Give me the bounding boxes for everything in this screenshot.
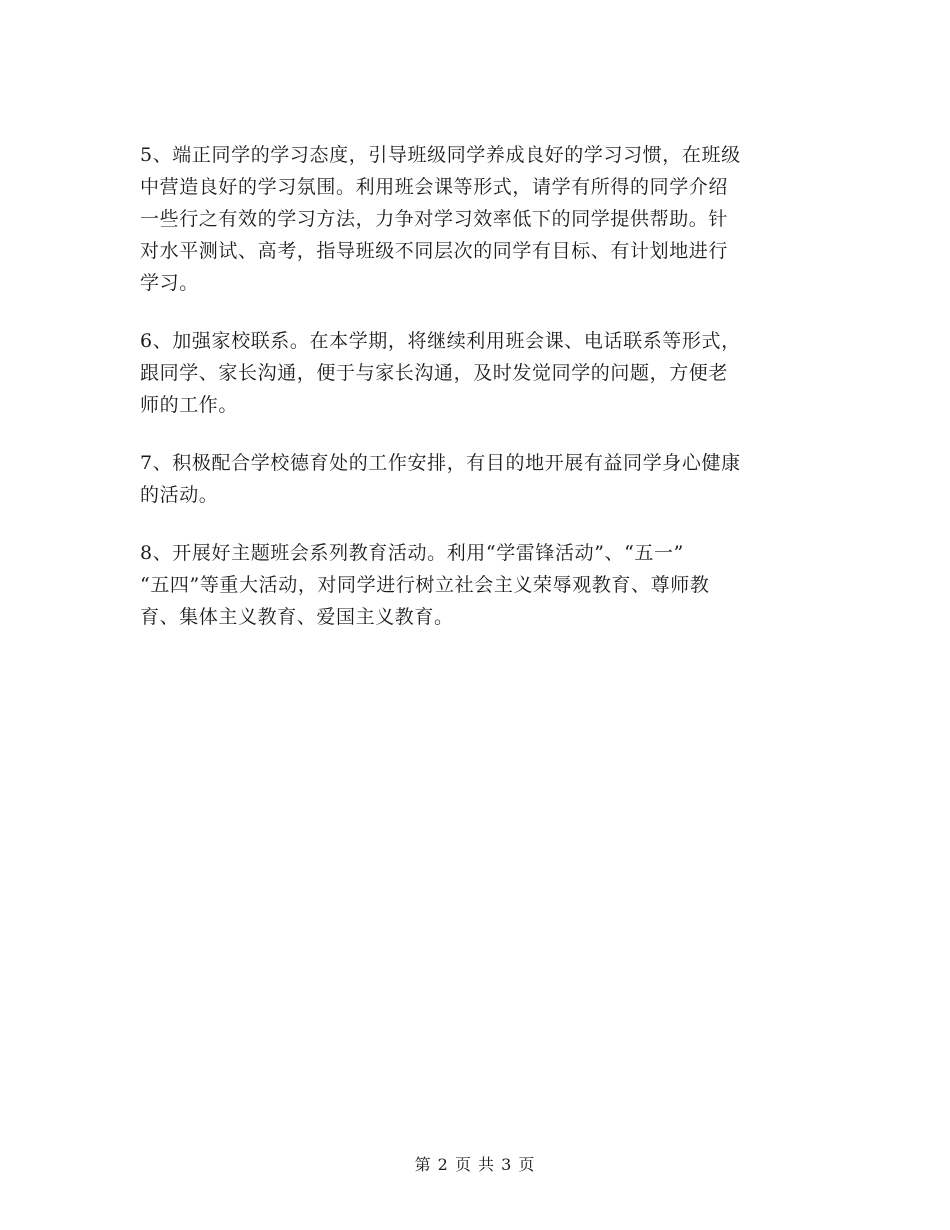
paragraph-8 — [140, 537, 810, 633]
paragraph-line: 跟同学、家长沟通，便于与家长沟通，及时发觉同学的问题，方便老 — [140, 362, 729, 384]
paragraph-line: 6、加强家校联系。在本学期，将继续利用班会课、电话联系等形式， — [140, 330, 741, 352]
paragraph-5 — [140, 139, 810, 299]
paragraph-line: 5、端正同学的学习态度，引导班级同学养成良好的学习习惯，在班级 — [140, 144, 741, 166]
paragraph-7 — [140, 447, 810, 511]
paragraph-line: 育、集体主义教育、爱国主义教育。 — [140, 606, 454, 628]
paragraph-line: 7、积极配合学校德育处的工作安排，有目的地开展有益同学身心健康 — [140, 452, 741, 474]
page-number-footer: 第 2 页 共 3 页 — [414, 1155, 536, 1174]
paragraph-line: 对水平测试、高考，指导班级不同层次的同学有目标、有计划地进行 — [140, 240, 729, 262]
document-body — [140, 139, 810, 659]
paragraph-line: 学习。 — [140, 272, 199, 294]
paragraph-line: 的活动。 — [140, 484, 219, 506]
paragraph-6 — [140, 325, 810, 421]
paragraph-line: 8、开展好主题班会系列教育活动。利用“学雷锋活动”、“五一” — [140, 542, 684, 564]
paragraph-line: “五四”等重大活动，对同学进行树立社会主义荣辱观教育、尊师教 — [140, 574, 710, 596]
paragraph-line: 一些行之有效的学习方法，力争对学习效率低下的同学提供帮助。针 — [140, 208, 729, 230]
paragraph-line: 中营造良好的学习氛围。利用班会课等形式，请学有所得的同学介绍 — [140, 176, 729, 198]
paragraph-line: 师的工作。 — [140, 394, 239, 416]
